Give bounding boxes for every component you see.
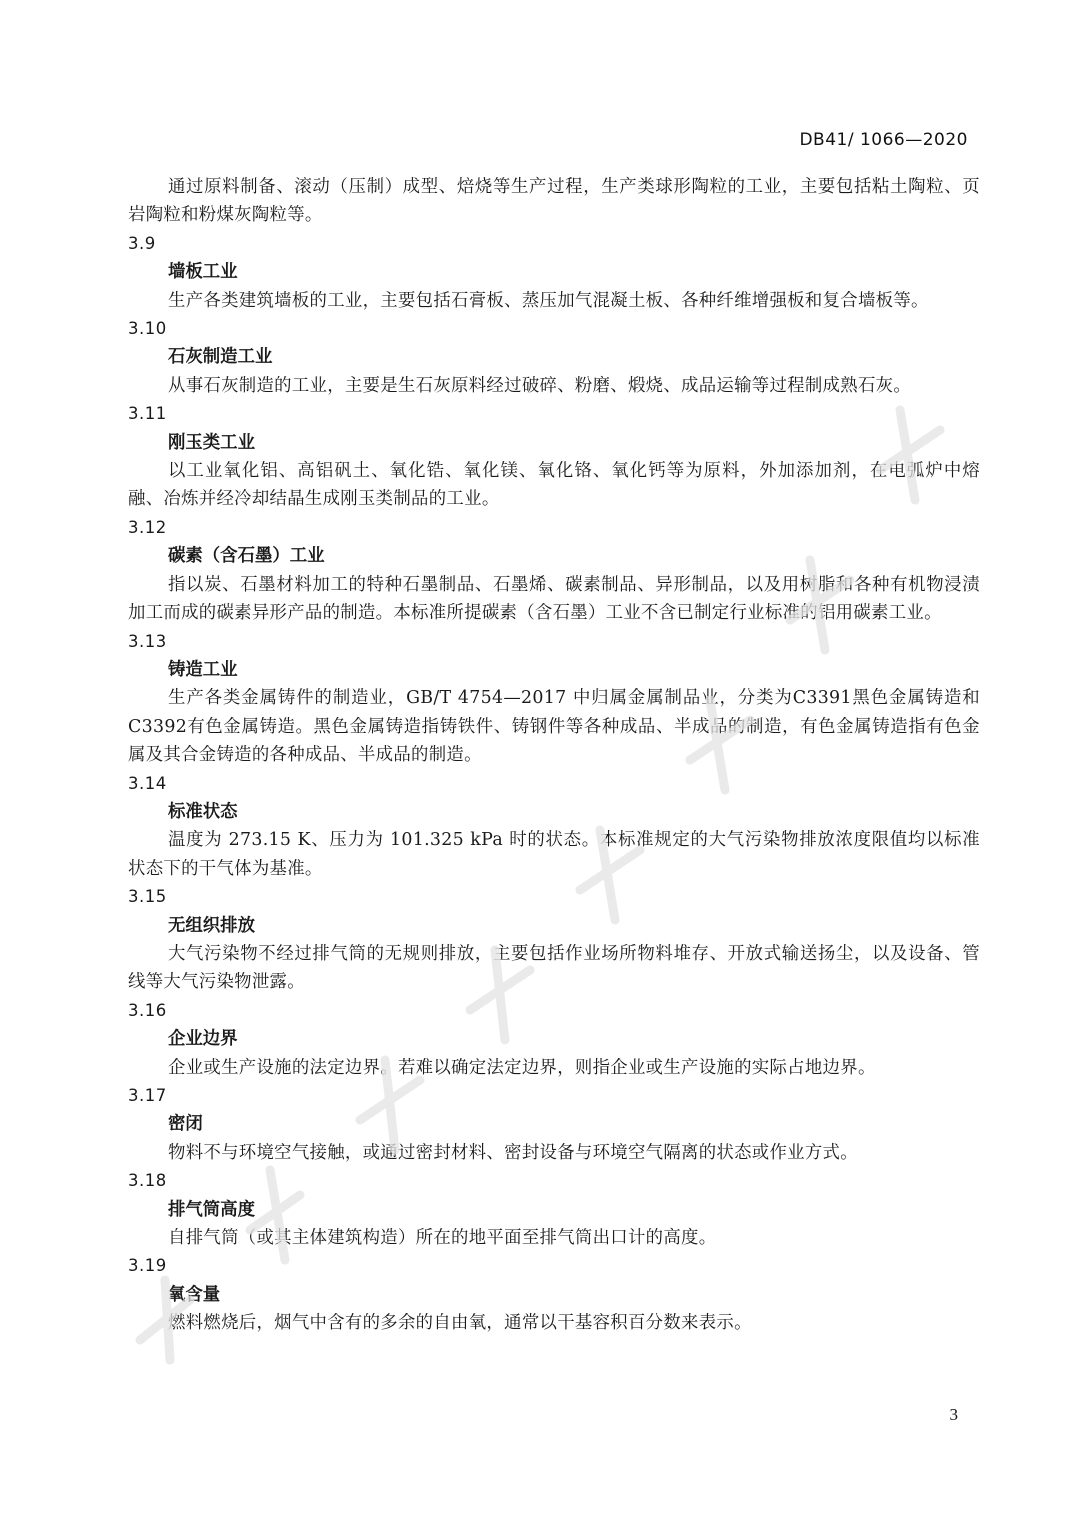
entry-3-13: [128, 628, 980, 770]
term-definition: 以工业氧化铝、高铝矾土、氧化锆、氧化镁、氧化铬、氧化钙等为原料，外加添加剂，在电弧炉中熔融、冶炼并经冷却结晶生成刚玉类制品的工业。: [128, 461, 980, 510]
term-definition: 从事石灰制造的工业，主要是生石灰原料经过破碎、粉磨、煅烧、成品运输等过程制成熟石灰。: [168, 375, 912, 396]
clause-number: 3.14: [128, 773, 167, 793]
clause-number: 3.18: [128, 1171, 167, 1191]
clause-number: 3.16: [128, 1000, 167, 1020]
clause-number: 3.11: [128, 404, 167, 424]
entry-3-15: [128, 883, 980, 997]
entry-3-10: [128, 315, 980, 400]
entry-3-16: [128, 997, 980, 1082]
term-definition: 物料不与环境空气接触，或通过密封材料、密封设备与环境空气隔离的状态或作业方式。: [168, 1142, 858, 1163]
term-definition: 生产各类金属铸件的制造业，GB/T 4754—2017 中归属金属制品业，分类为C3391黑色金属铸造和C3392有色金属铸造。黑色金属铸造指铸铁件、铸钢件等各种成品、半成品的制造，有色金属铸造指有色金属及其合金铸造的各种成品、半成品的制造。: [128, 688, 980, 766]
term-definition: 大气污染物不经过排气筒的无规则排放，主要包括作业场所物料堆存、开放式输送扬尘，以及设备、管线等大气污染物泄露。: [128, 943, 980, 993]
term-title: 铸造工业: [168, 659, 238, 680]
term-title: 刚玉类工业: [168, 432, 255, 453]
term-title: 企业边界: [168, 1029, 238, 1050]
term-definition: 企业或生产设施的法定边界。若难以确定法定边界，则指企业或生产设施的实际占地边界。: [168, 1057, 876, 1078]
term-title: 无组织排放: [168, 915, 255, 936]
entry-3-19: [128, 1252, 980, 1337]
intro-paragraph: 通过原料制备、滚动（压制）成型、焙烧等生产过程，生产类球形陶粒的工业，主要包括粘土陶粒、页岩陶粒和粉煤灰陶粒等。: [128, 177, 980, 226]
document-code: DB41/ 1066—2020: [799, 130, 968, 150]
term-title: 墙板工业: [168, 262, 238, 283]
clause-number: 3.17: [128, 1086, 167, 1105]
document-body: [128, 173, 980, 1338]
entry-3-9: [128, 230, 980, 315]
term-definition: 生产各类建筑墙板的工业，主要包括石膏板、蒸压加气混凝土板、各种纤维增强板和复合墙板等。: [168, 290, 929, 311]
entry-3-11: [128, 400, 980, 514]
clause-number: 3.12: [128, 517, 167, 537]
term-title: 石灰制造工业: [168, 347, 273, 368]
term-definition: 指以炭、石墨材料加工的特种石墨制品、石墨烯、碳素制品、异形制品，以及用树脂和各种有机物浸渍加工而成的碳素异形产品的制造。本标准所提碳素（含石墨）工业不含已制定行业标准的铝用碳素工业。: [128, 574, 980, 624]
entry-3-17: [128, 1082, 980, 1167]
clause-number: 3.15: [128, 887, 167, 907]
term-definition: 温度为 273.15 K、压力为 101.325 kPa 时的状态。本标准规定的大气污染物排放浓度限值均以标准状态下的干气体为基准。: [128, 830, 980, 879]
term-definition: 自排气筒（或其主体建筑构造）所在的地平面至排气筒出口计的高度。: [168, 1228, 717, 1249]
entry-3-14: [128, 770, 980, 884]
entry-3-18: [128, 1167, 980, 1252]
clause-number: 3.10: [128, 319, 167, 339]
page-number: 3: [949, 1405, 958, 1424]
term-title: 标准状态: [168, 801, 238, 822]
term-title: 密闭: [168, 1114, 203, 1135]
term-definition: 燃料燃烧后，烟气中含有的多余的自由氧，通常以干基容积百分数来表示。: [168, 1313, 752, 1334]
clause-number: 3.13: [128, 631, 167, 651]
term-title: 碳素（含石墨）工业: [168, 546, 325, 567]
clause-number: 3.19: [128, 1256, 167, 1276]
clause-number: 3.9: [128, 233, 156, 253]
term-title: 氧含量: [168, 1284, 221, 1305]
term-title: 排气筒高度: [168, 1199, 255, 1220]
entry-3-12: [128, 514, 980, 628]
